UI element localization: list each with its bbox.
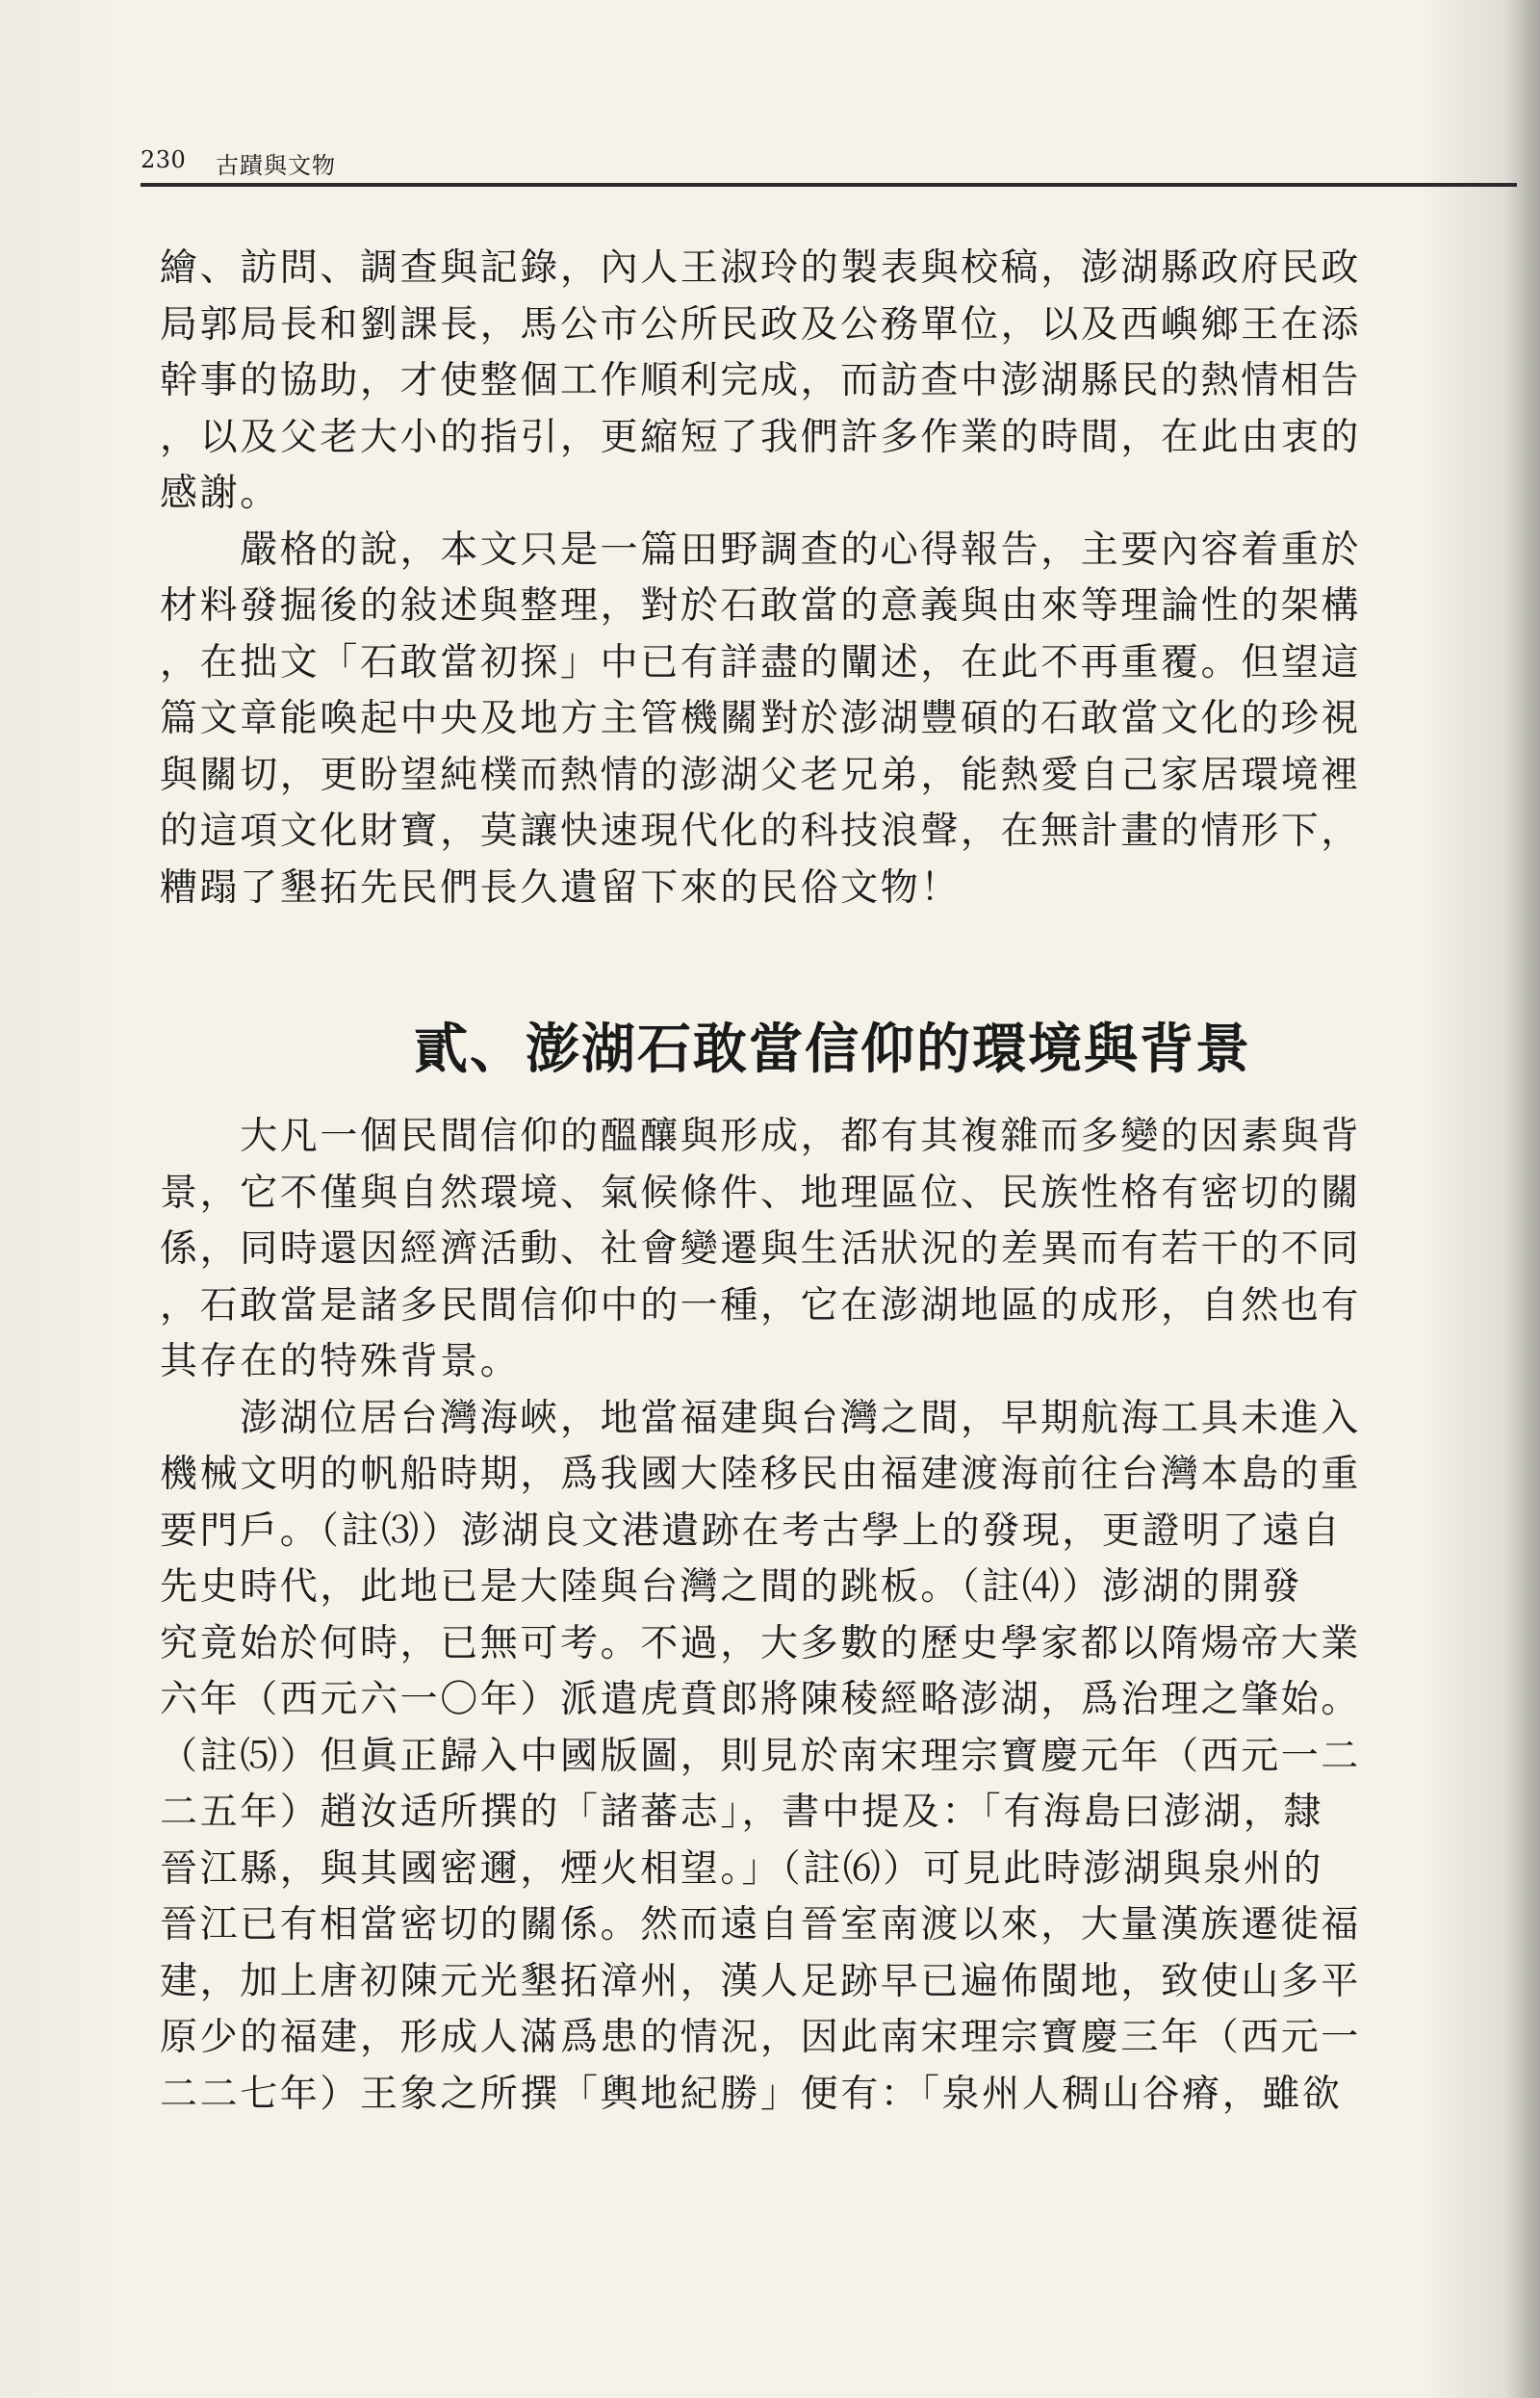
paragraph: 大凡一個民間信仰的醞釀與形成，都有其複雜而多變的因素與背 景，它不僅與自然環境、氣候條件、地理區位、民族性格有密切的關 係，同時還因經濟活動、社會變遷與生活狀況的差異而有若干的不同 ，石敢當是諸多民間信仰中的一種，它在澎湖地區的成形，自然也有 其存在的特殊背景。	[160, 1115, 1362, 1383]
paragraph: 繪、訪問、調查與記錄，內人王淑玲的製表與校稿，澎湖縣政府民政 局郭局長和劉課長，馬公市公所民政及公務單位，以及西嶼鄉王在添 幹事的協助，才使整個工作順利完成，而訪查中澎湖縣民的熱情相告 ，以及父老大小的指引，更縮短了我們許多作業的時間，在此由衷的 感謝。	[160, 246, 1362, 515]
section-heading: 貳、澎湖石敢當信仰的環境與背景	[414, 1019, 1251, 1081]
body-text-bottom	[160, 1109, 1517, 2123]
body-text-top	[160, 241, 1517, 916]
page-number: 230	[141, 146, 187, 173]
paragraph: 嚴格的說，本文只是一篇田野調查的心得報告，主要內容着重於 材料發掘後的敍述與整理，對於石敢當的意義與由來等理論性的架構 ，在拙文「石敢當初探」中已有詳盡的闡述，在此不再重覆。但望這 篇文章能喚起中央及地方主管機關對於澎湖豐碩的石敢當文化的珍視 與關切，更盼望純樸而熱情的澎湖父老兄弟，能熱愛自己家居環境裡 的這項文化財寶，莫讓快速現代化的科技浪聲，在無計畫的情形下， 糟蹋了墾拓先民們長久遺留下來的民俗文物！	[160, 528, 1362, 910]
paragraph: 澎湖位居台灣海峽，地當福建與台灣之間，早期航海工具未進入 機械文明的帆船時期，爲我國大陸移民由福建渡海前往台灣本島的重 要門戶。（註⑶）澎湖良文港遺跡在考古學上的發現，更證明了遠自 先史時代，此地已是大陸與台灣之間的跳板。（註⑷）澎湖的開發 究竟始於何時，已無可考。不過，大多數的歷史學家都以隋煬帝大業 六年（西元六一〇年）派遣虎賁郎將陳稜經略澎湖，爲治理之肇始。 （註⑸）但眞正歸入中國版圖，則見於南宋理宗寶慶元年（西元一二 二五年）趙汝适所撰的「諸蕃志」，書中提及：「有海島曰澎湖，隸 晉江縣，與其國密邇，煙火相望。」（註⑹）可見此時澎湖與泉州的 晉江已有相當密切的關係。然而遠自晉室南渡以來，大量漢族遷徙福 建，加上唐初陳元光墾拓漳州，漢人足跡早已遍佈閩地，致使山多平 原少的福建，形成人滿爲患的情況，因此南宋理宗寶慶三年（西元一 二二七年）王象之所撰「輿地紀勝」便有：「泉州人稠山谷瘠，雖欲	[160, 1396, 1362, 2116]
running-title: 古蹟與文物	[216, 152, 336, 179]
running-header	[141, 141, 1517, 187]
